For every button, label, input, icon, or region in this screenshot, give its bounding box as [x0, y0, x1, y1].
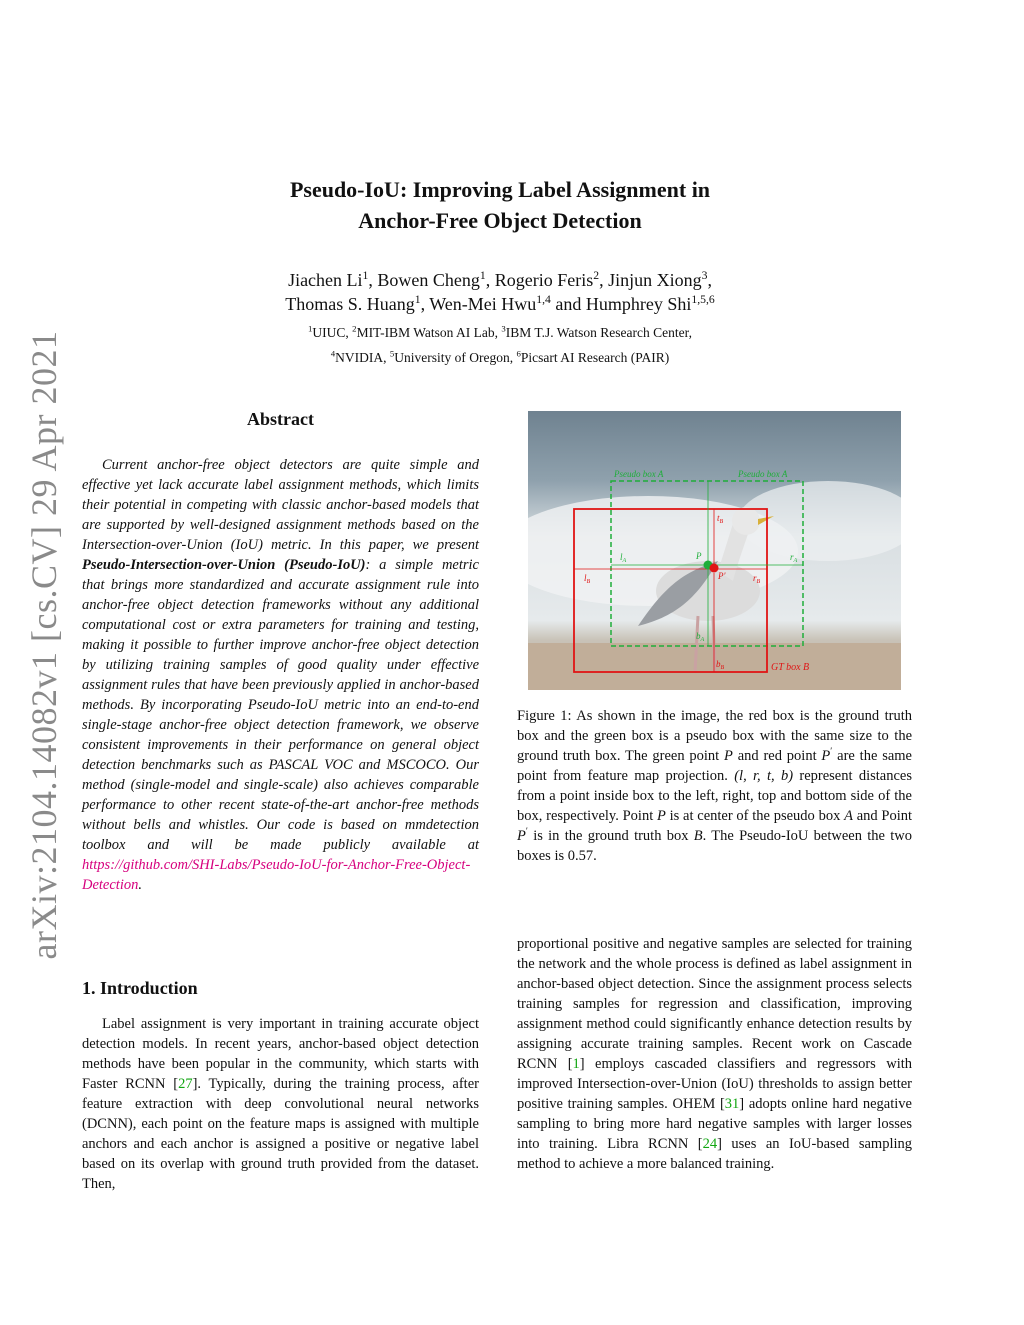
arxiv-watermark [14, 330, 74, 960]
label-bb: $b_B$ [716, 659, 725, 671]
label-gt-box-b: GT box B [771, 662, 810, 673]
figure-seagull [528, 411, 901, 690]
author-line-2: Thomas S. Huang$^1$, Wen-Mei Hwu$^{1,4}$ and Humphrey Shi$^{1,5,6}$ [285, 293, 715, 314]
title-line-2: Anchor-Free Object Detection [358, 208, 642, 233]
gull-head [732, 507, 760, 535]
label-pseudo-box-a-right: Pseudo box A [738, 469, 788, 479]
citation-link[interactable]: 1 [572, 1056, 580, 1072]
abstract-heading: Abstract [247, 409, 314, 429]
label-p-prime: P' [718, 571, 726, 581]
code-link[interactable]: https://github.com/SHI-Labs/Pseudo-IoU-for-Anchor-Free-Object-Detection [82, 857, 471, 893]
citation-link[interactable]: 31 [724, 1096, 740, 1112]
citation-link[interactable]: 24 [702, 1136, 718, 1152]
label-rb: $r_B$ [753, 573, 761, 585]
affiliation-line-1: $^1$UIUC, $^2$MIT-IBM Watson AI Lab, $^3$IBM T.J. Watson Research Center, [308, 323, 692, 340]
figure-caption: Figure 1: As shown in the image, the red box is the ground truth box and the green box is a pseudo box with the same size to the ground truth box. The green point P and red point P′ are the same point from feature map projection. (l, r, t, b) represent distances from a point inside box to the left, right, top and bottom side of the box, respectively. Point P is at center of the pseudo box A and Point P′ is in the ground truth box B. The Pseudo-IoU between the two boxes is 0.57. [517, 708, 913, 864]
section-heading-introduction: 1. Introduction [82, 978, 198, 998]
paper-title [150, 174, 850, 236]
label-ra: $r_A$ [790, 552, 798, 564]
intro-body-continued: proportional positive and negative samples are selected for training the network and the whole process is defined as label assignment in anchor-based object detection. Since the assignment process selects training samples for regression and classification, improving assignment method could significantly enhance detection results by assigning accurate training samples. Recent work on Cascade RCNN [1] employs cascaded classifiers and regressors with improved Intersection-over-Union (IoU) thresholds to assign better positive training samples. OHEM [31] adopts online hard negative sampling to bring more hard negative samples with larger losses into training. Libra RCNN [24] uses an IoU-based sampling method to achieve a more balanced training. [517, 936, 912, 1172]
label-ba: $b_A$ [696, 631, 705, 643]
citation-link[interactable]: 27 [178, 1076, 193, 1092]
affiliations [150, 320, 850, 370]
label-lb: $l_B$ [584, 573, 591, 585]
label-pseudo-box-a: Pseudo box A [614, 469, 664, 479]
label-tb: $t_B$ [717, 513, 724, 525]
title-line-1: Pseudo-IoU: Improving Label Assignment in [289, 177, 711, 202]
label-la: $l_A$ [620, 552, 627, 564]
intro-body: Label assignment is very important in training accurate object detection models. In recent years, anchor-based object detection methods have been popular in the community, which starts with Faster RCNN [27]. Typically, during the training process, after feature extraction with deep convolutional neural networks (DCNN), each point on the feature maps is assigned with multiple anchors and each anchor is assigned a positive or negative label based on its overlap with ground truth provided from the dataset. Then, [82, 1016, 479, 1192]
arxiv-id: arXiv:2104.14082v1 [cs.CV] 29 Apr 2021 [24, 330, 64, 960]
affiliation-line-2: $^4$NVIDIA, $^5$University of Oregon, $^6$Picsart AI Research (PAIR) [330, 348, 670, 365]
author-list [150, 268, 850, 316]
abstract-body: Current anchor-free object detectors are quite simple and effective yet lack accurate label assignment methods, which limits their potential in competing with classic anchor-based models that are supported by well-designed assignment methods based on the Intersection-over-Union (IoU) metric. In this paper, we present Pseudo-Intersection-over-Union (Pseudo-IoU): a simple metric that brings more standardized and accurate assignment rule into anchor-free object detection frameworks without any additional computational cost or extra parameters for training and testing, making it possible to further improve anchor-free object detection by utilizing training samples of good quality under effective assignment rules that have been previously applied in anchor-based methods. By incorporating Pseudo-IoU metric into an end-to-end single-stage anchor-free object detection framework, we observe consistent improvements in their performance on general object detection benchmarks such as PASCAL VOC and MSCOCO. Our method (single-model and single-scale) also achieves comparable performance to other recent state-of-the-art anchor-free methods without bells and whistles. Our code is based on mmdetection toolbox and will be made publicly available at https://github.com/SHI-Labs/Pseudo-IoU-for-Anchor-Free-Object-Detection. [82, 457, 479, 893]
author-line-1: Jiachen Li$^1$, Bowen Cheng$^1$, Rogerio Feris$^2$, Jinjun Xiong$^3$, [288, 269, 712, 290]
abstract-bold-term: Pseudo-Intersection-over-Union (Pseudo-IoU) [82, 557, 366, 573]
label-p: P [696, 551, 702, 561]
